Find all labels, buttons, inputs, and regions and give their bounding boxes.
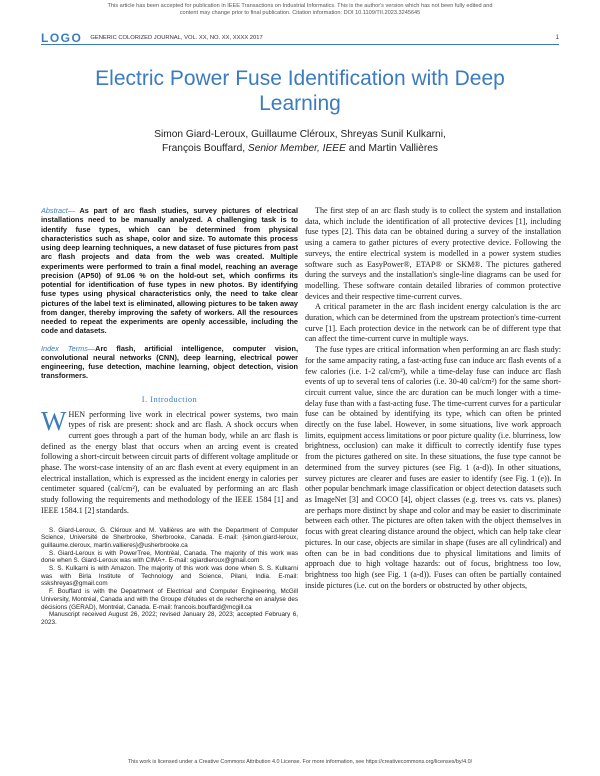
paragraph-survey: The first step of an arc flash study is to collect the system and installation data, which include the identification of all protective devices [1], including fuse types [2]. This data can be obtained during a survey of the installation using a camera to gather pictures of every protective device. Following the surveys, the entire electrical system is modelled in a power system studies software such as EasyPower®, ETAP® or SKM®. The pictures gathered during the surveys and the installation's single-line diagrams can be used for modelling. These software contain detailed libraries of common protective devices and their respective time-current curves. xyxy=(305,206,561,301)
footnote-2: S. Giard-Leroux is with PowerTree, Montréal, Canada. The majority of this work was done when S. Giard-Leroux was with CIMA+. E-mail: sgiardleroux@gmail.com xyxy=(41,549,298,565)
footnote-4: F. Bouffard is with the Department of Electrical and Computer Engineering, McGill University, Montréal, Canada and with the Groupe d'études et de recherche en analyse des décisions (GERAD), Montréal, Canada. E-mail: francois.bouffard@mcgill.ca xyxy=(41,588,298,611)
author-membership: Senior Member, IEEE xyxy=(247,143,346,154)
publication-notice xyxy=(0,3,600,17)
footnote-3: S. S. Kulkarni is with Amazon. The majority of this work was done when S. S. Kulkarni was with Birla Institute of Technology and Science, Pilani, India. E-mail: sskshreyas@gmail.com xyxy=(41,565,298,588)
abstract-label: Abstract xyxy=(41,206,68,215)
index-terms-text: Arc flash, artificial intelligence, computer vision, convolutional neural networks (CNN), deep learning, electrical power engineering, fuse detection, machine learning, object detection, vision transformers. xyxy=(41,343,298,381)
abstract: Abstract— As part of arc flash studies, survey pictures of electrical installations need to be manually analyzed. A challenging task is to identify fuse types, which can be determined from physical characteristics such as shape, color and size. To automate this process using deep learning techniques, a new dataset of fuse pictures from past arc flash projects and data from the web was created. Multiple experiments were performed to train a final model, reaching an average precision (AP50) of 91.06 % on the hold-out set, which confirms its potential for identification of fuse types in new photos. By identifying fuse types using physical characteristics only, the need to take clear pictures of the label text is eliminated, allowing pictures to be taken away from danger, thereby improving the safety of workers. All the resources needed to repeat the experiments are openly accessible, including the code and datasets. xyxy=(41,206,298,336)
paragraph-arc-duration: A critical parameter in the arc flash incident energy calculation is the arc duration, which can be determined from the upstream protection's time-current curve [1]. Each protection device in the network can be of different type that can affect the time-current curve in multiple ways. xyxy=(305,302,561,344)
notice-line-2: content may change prior to final publication. Citation information: DOI 10.1109/TII.2023.3245645 xyxy=(179,10,421,17)
left-column xyxy=(41,206,298,627)
section-heading-introduction: I. Introduction xyxy=(141,394,198,404)
paragraph-fuse-types: The fuse types are critical information when performing an arc flash study: for the same ampacity rating, a fast-acting fuse can induce arc flash events of a few calories (i.e. 1-2 cal/cm²), while a time-delay fuse can induce arc flash events of up to several tens of calories (i.e. 30-40 cal/cm²) for the same short-circuit current value, since the arc duration can be much longer with a time-delay fuse than with a fast-acting fuse. The time-current curves for a particular fuse can be obtained by identifying its type, which can often be printed directly on the fuse label. However, in some situations, live work approach limits, equipment access limitations or poor picture quality (i.e. blurriness, low brightness, occlusion) can make it difficult to correctly identify fuse types from the pictures gathered on site. In these situations, the fuse type cannot be determined from the survey pictures (see Fig. 1 (a-d)). In other situations, survey pictures are clearer and fuses are easier to identify (see Fig. 1 (e)). In other popular benchmark image classification or object detection datasets such as ImageNet [3] and COCO [4], object classes (e.g. trees vs. cats vs. planes) are perhaps more distinct by shape and color and may be easier to discriminate between each other. The pictures are often taken with the object themselves in focus with great clearing distance around the object, which can help take clear pictures. In our case, objects are similar in shape (fuses are all cylindrical) and often can be in bad conditions due to physical limitations and limits of approach due to high voltage hazards: out of focus, brightness too low, brightness too high (see Fig. 1 (a-d)). Fuses can often be partially contained inside pictures (i.e. cut on the borders or obstructed by other objects, xyxy=(305,345,561,590)
abstract-text: As part of arc flash studies, survey pictures of electrical installations need to be manually analyzed. A challenging task is to identify fuse types, which can be determined from physical characteristics such as shape, color and size. To automate this process using deep learning techniques, a new dataset of fuse pictures from past arc flash projects and data from the web was created. Multiple experiments were performed to train a final model, reaching an average precision (AP50) of 91.06 % on the hold-out set, which confirms its potential for identification of fuse types in new photos. By identifying fuse types using physical characteristics only, the need to take clear pictures of the label text is eliminated, allowing pictures to be taken away from danger, thereby improving the safety of workers. All the resources needed to repeat the experiments are openly accessible, including the code and datasets. xyxy=(41,206,298,336)
author-line-1: Simon Giard-Leroux, Guillaume Cléroux, Shreyas Sunil Kulkarni, xyxy=(154,129,446,140)
journal-logo: LOGO xyxy=(41,30,83,45)
introduction-text xyxy=(41,405,298,517)
right-column xyxy=(305,206,561,591)
drop-cap: W xyxy=(41,405,67,436)
paper-title: Electric Power Fuse Identification with Deep Learning xyxy=(95,67,505,115)
intro-paragraph-1: HEN performing live work in electrical power systems, two main types of risk are present: shock and arc flash. A shock occurs when current goes through a part of the human body, while an arc flash is defined as the energy blast that occurs when an arcing event is created following a short-circuit between circuit parts of different voltage amplitude or phase. The worst-case intensity of an arc flash event at every equipment in an electrical installation, which is expressed as the incident energy in calories per centimeter squared (cal/cm²), can be evaluated by performing an arc flash study following the requirements and methodology of the IEEE 1584 [1] and IEEE 1584.1 [2] standards. xyxy=(41,409,298,515)
right-column-text xyxy=(305,206,561,591)
footnote-manuscript: Manuscript received August 26, 2022; revised January 28, 2023; accepted February 6, 2023. xyxy=(41,611,298,626)
journal-header xyxy=(41,31,559,45)
footnote-1: S. Giard-Leroux, G. Cléroux and M. Vallières are with the Department of Computer Science, Université de Sherbrooke, Sherbrooke, Canada. E-mail: {simon.giard-leroux, guillaume.cleroux, martin.vallieres}@usherbrooke.ca xyxy=(41,526,298,549)
index-terms: Index Terms—Arc flash, artificial intelligence, computer vision, convolutional neural networks (CNN), deep learning, electrical power engineering, fuse detection, machine learning, object detection, vision transformers. xyxy=(41,343,298,381)
author-footnotes xyxy=(41,527,298,627)
author-bouffard: François Bouffard, xyxy=(162,143,248,154)
author-list xyxy=(60,128,540,156)
page-number: 1 xyxy=(555,34,559,41)
author-line-2 xyxy=(60,142,540,156)
notice-line-1: This article has been accepted for publication in IEEE Transactions on Industrial Informatics. This is the author's version which has not been fully edited and xyxy=(107,3,493,9)
license-footer: This work is licensed under a Creative Commons Attribution 4.0 License. For more information, see https://creativecommons.org/licenses/by/4.0/ xyxy=(127,759,473,765)
index-terms-label: Index Terms xyxy=(41,343,88,353)
journal-name: GENERIC COLORIZED JOURNAL, VOL. XX, NO. XX, XXXX 2017 xyxy=(90,34,263,41)
author-vallieres: and Martin Vallières xyxy=(345,143,438,154)
